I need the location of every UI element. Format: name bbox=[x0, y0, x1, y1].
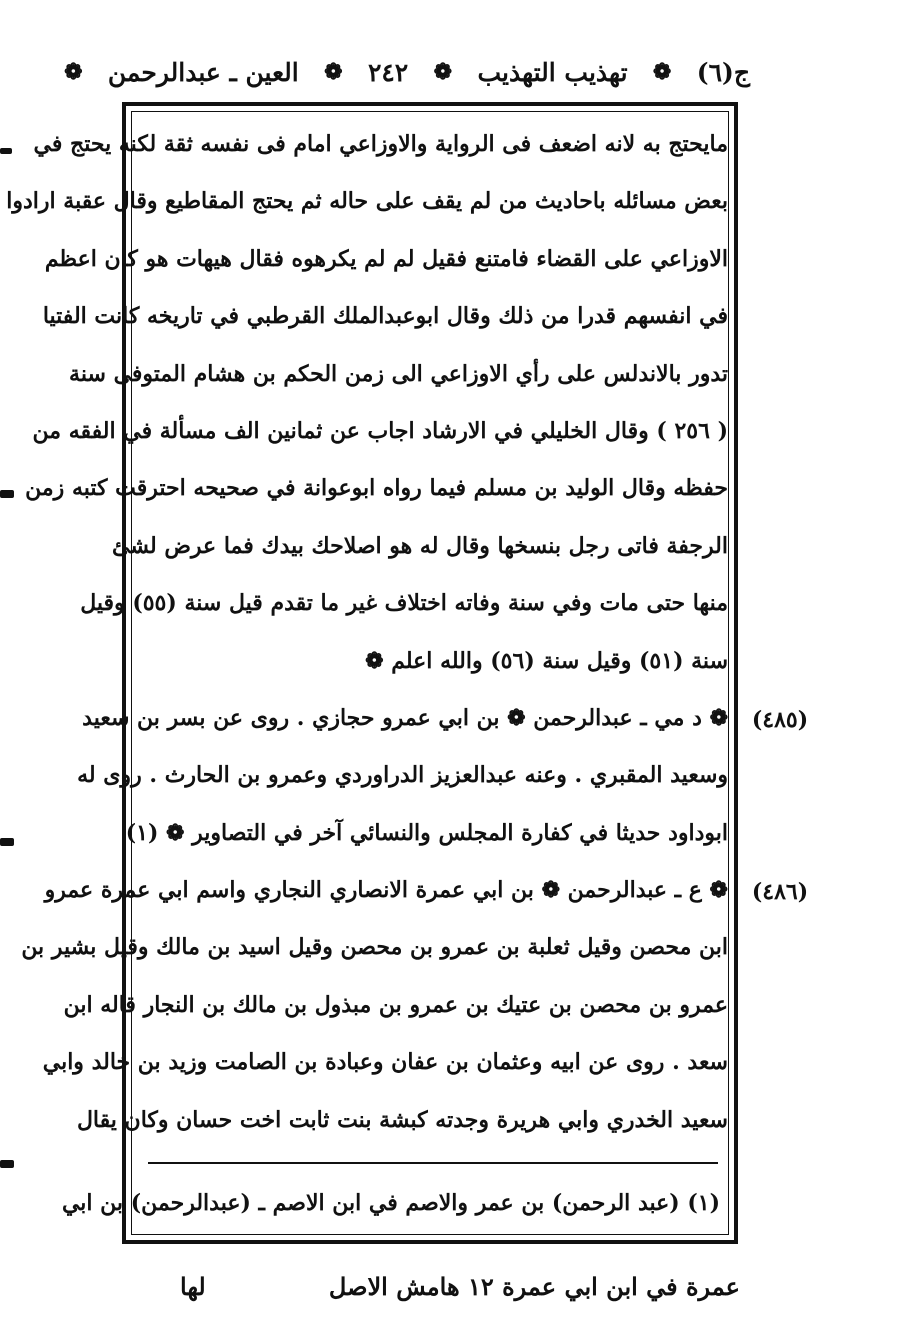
section-title: العين ـ عبدالرحمن bbox=[107, 57, 299, 87]
text-line: الرجفة فاتى رجل بنسخها وقال له هو اصلاحك بيدك فما عرض لشئ bbox=[112, 532, 728, 559]
text-line: ابوداود حديثا في كفارة المجلس والنسائي آخر في التصاوير ❁ (١) bbox=[125, 819, 728, 846]
ornament-icon: ❁ bbox=[433, 59, 453, 85]
text-line: مايحتج به لانه اضعف فى الرواية والاوزاعي امام فى نفسه ثقة لكنه يحتج في bbox=[33, 131, 728, 157]
ornament-icon: ❁ bbox=[652, 59, 672, 85]
ornament-icon: ❁ bbox=[64, 59, 83, 85]
running-header bbox=[60, 42, 750, 102]
text-line: سنة (٥١) وقيل سنة (٥٦) والله اعلم ❁ bbox=[365, 647, 728, 674]
edge-mark bbox=[0, 490, 14, 498]
footnote-divider bbox=[148, 1162, 718, 1164]
margin-note-text: عمرة في ابن ابي عمرة ١٢ هامش الاصل bbox=[328, 1272, 740, 1301]
text-line: ( ٢٥٦ ) وقال الخليلي في الارشاد اجاب عن ثمانين الف مسألة في الفقه من bbox=[32, 417, 728, 444]
page-number: ٢٤٢ bbox=[367, 57, 409, 87]
footnote: (١) (عبد الرحمن) بن عمر والاصم في ابن الاصم ـ (عبدالرحمن) بن ابي bbox=[61, 1190, 720, 1216]
text-line: عمرو بن محصن بن عتيك بن عمرو بن مبذول بن مالك بن النجار قاله ابن bbox=[63, 991, 728, 1018]
volume-label: ج(٦) bbox=[696, 57, 750, 87]
text-line: حفظه وقال الوليد بن مسلم فيما رواه ابوعوانة في صحيحه احترقت كتبه زمن bbox=[25, 475, 728, 502]
book-title: تهذيب التهذيب bbox=[477, 57, 628, 87]
text-line: تدور بالاندلس على رأي الاوزاعي الى زمن الحكم بن هشام المتوفى سنة bbox=[69, 360, 728, 387]
entry-number-485: (٤٨٥) bbox=[751, 707, 809, 733]
text-line: في انفسهم قدرا من ذلك وقال ابوعبدالملك القرطبي في تاريخه كانت الفتيا bbox=[42, 303, 728, 330]
margin-note bbox=[150, 1262, 740, 1312]
text-line: منها حتى مات وفي سنة وفاته اختلاف غير ما تقدم قيل سنة (٥٥) وقيل bbox=[80, 590, 728, 617]
body-text bbox=[6, 116, 728, 1149]
text-line: بعض مسائله باحاديث من لم يقف على حاله ثم يحتج المقاطيع وقال عقبة ارادوا bbox=[6, 188, 728, 215]
text-line: سعيد الخدري وابي هريرة وجدته كبشة بنت ثابت اخت حسان وكان يقال bbox=[76, 1106, 728, 1133]
entry-486-line: ❁ ع ـ عبدالرحمن ❁ بن ابي عمرة الانصاري النجاري واسم ابي عمرة عمرو bbox=[44, 877, 728, 904]
entry-number-486: (٤٨٦) bbox=[751, 879, 809, 905]
text-line: الاوزاعي على القضاء فامتنع فقيل لم لم يكرهوه فقال هيهات هو كان اعظم bbox=[44, 245, 728, 272]
entry-485-line: ❁ د مي ـ عبدالرحمن ❁ بن ابي عمرو حجازي . روى عن بسر بن سعيد bbox=[82, 704, 728, 731]
ornament-icon: ❁ bbox=[324, 59, 343, 85]
text-line: وسعيد المقبري . وعنه عبدالعزيز الدراوردي وعمرو بن الحارث . روى له bbox=[77, 762, 728, 789]
edge-mark bbox=[0, 1160, 14, 1168]
edge-mark bbox=[0, 838, 14, 846]
margin-note-mark: لها bbox=[180, 1272, 206, 1301]
text-line: ابن محصن وقيل ثعلبة بن عمرو بن محصن وقيل اسيد بن مالك وقيل بشير بن bbox=[21, 934, 728, 961]
text-line: سعد . روى عن ابيه وعثمان بن عفان وعبادة بن الصامت وزيد بن خالد وابي bbox=[42, 1049, 728, 1076]
edge-mark bbox=[0, 148, 12, 154]
